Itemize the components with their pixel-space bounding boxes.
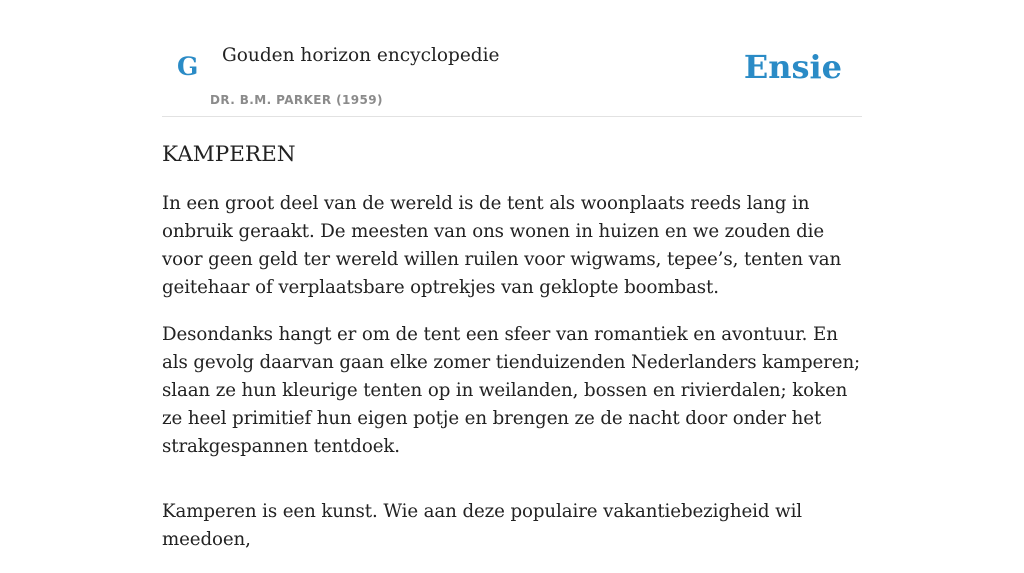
article-paragraph: Kamperen is een kunst. Wie aan deze populaire vakantiebezigheid wil meedoen,: [162, 501, 803, 550]
article-paragraph: In een groot deel van de wereld is de tent als woonplaats reeds lang in onbruik geraakt. De meesten van ons wonen in huizen en we zouden die voor geen geld ter wereld willen ruilen voor wigwams, tepee’s, tenten van geitehaar of verplaatsbare optrekjes van geklopte boombast.: [162, 193, 842, 298]
source-logo[interactable]: G: [177, 52, 199, 81]
source-author: DR. B.M. PARKER (1959): [210, 93, 383, 107]
article-title: KAMPEREN: [162, 142, 296, 167]
article: [162, 139, 862, 573]
source-title-link[interactable]: Gouden horizon encyclopedie: [222, 45, 500, 66]
article-paragraph: Desondanks hangt er om de tent een sfeer van romantiek en avontuur. En als gevolg daarvan gaan elke zomer tienduizenden Nederlanders kamperen; slaan ze hun kleurige tenten op in weilanden, bossen en rivierdalen; koken ze heel primitief hun eigen potje en brengen ze de nacht door onder het strakgespannen tentdoek.: [162, 324, 861, 457]
source-header: [162, 0, 862, 117]
ensie-logo-link[interactable]: Ensie: [743, 48, 842, 86]
